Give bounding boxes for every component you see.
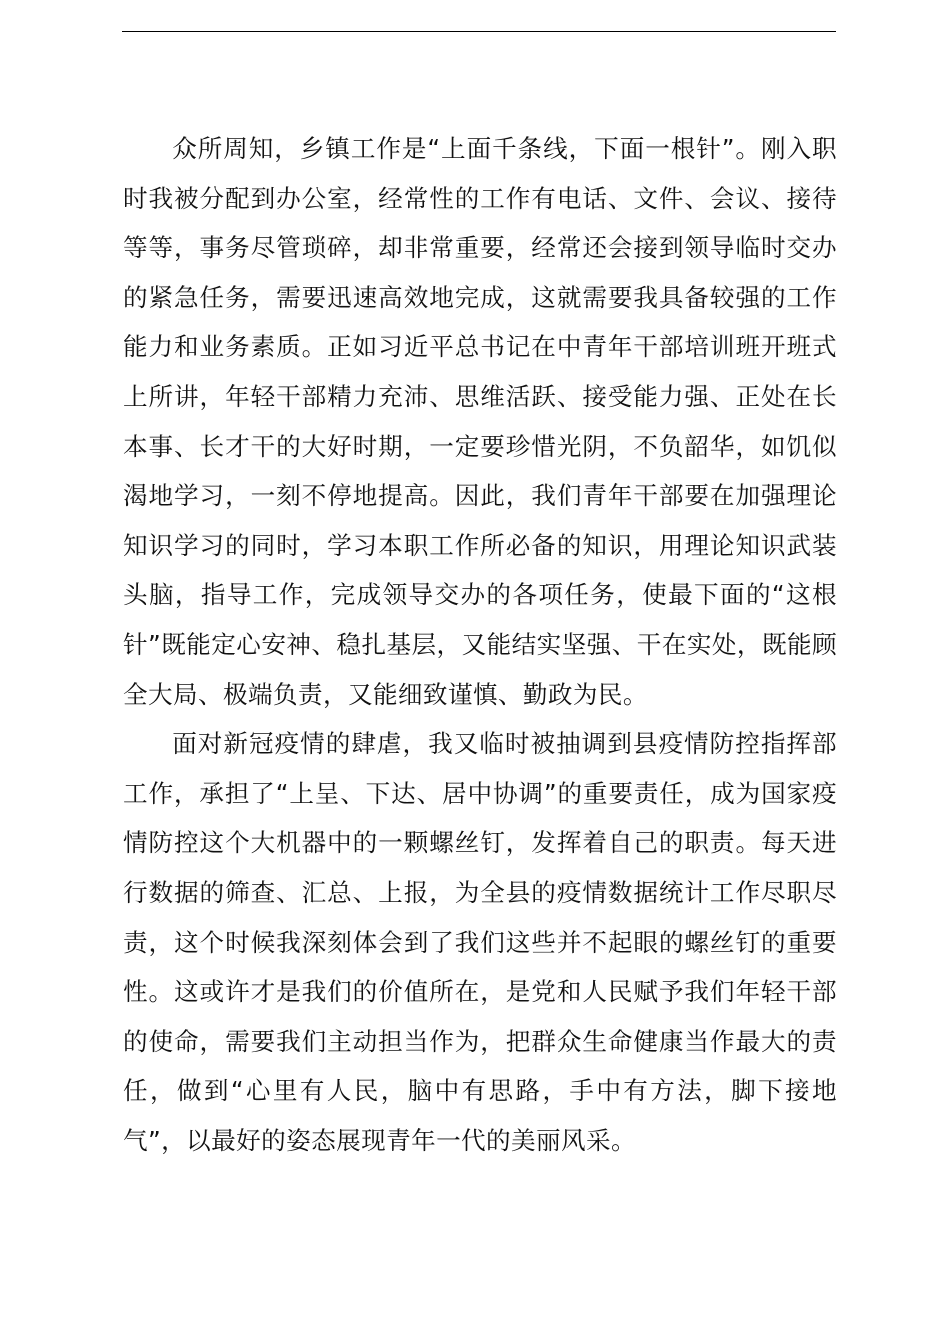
paragraph-1: 众所周知，乡镇工作是“上面千条线，下面一根针”。刚入职时我被分配到办公室，经常性的工作有电话、文件、会议、接待等等，事务尽管琐碎，却非常重要，经常还会接到领导临时交办的紧急任务，需要迅速高效地完成，这就需要我具备较强的工作能力和业务素质。正如习近平总书记在中青年干部培训班开班式上所讲，年轻干部精力充沛、思维活跃、接受能力强、正处在长本事、长才干的大好时期，一定要珍惜光阴，不负韶华，如饥似渴地学习，一刻不停地提高。因此，我们青年干部要在加强理论知识学习的同时，学习本职工作所必备的知识，用理论知识武装头脑，指导工作，完成领导交办的各项任务，使最下面的“这根针”既能定心安神、稳扎基层，又能结实坚强、干在实处，既能顾全大局、极端负责，又能细致谨慎、勤政为民。 xyxy=(123,134,837,709)
paragraph-2: 面对新冠疫情的肆虐，我又临时被抽调到县疫情防控指挥部工作，承担了“上呈、下达、居中协调”的重要责任，成为国家疫情防控这个大机器中的一颗螺丝钉，发挥着自己的职责。每天进行数据的筛查、汇总、上报，为全县的疫情数据统计工作尽职尽责，这个时候我深刻体会到了我们这些并不起眼的螺丝钉的重要性。这或许才是我们的价值所在，是党和人民赋予我们年轻干部的使命，需要我们主动担当作为，把群众生命健康当作最大的责任，做到“心里有人民，脑中有思路，手中有方法，脚下接地气”，以最好的姿态展现青年一代的美丽风采。 xyxy=(123,729,837,1155)
header-rule xyxy=(122,31,836,32)
document-body xyxy=(123,124,837,1165)
